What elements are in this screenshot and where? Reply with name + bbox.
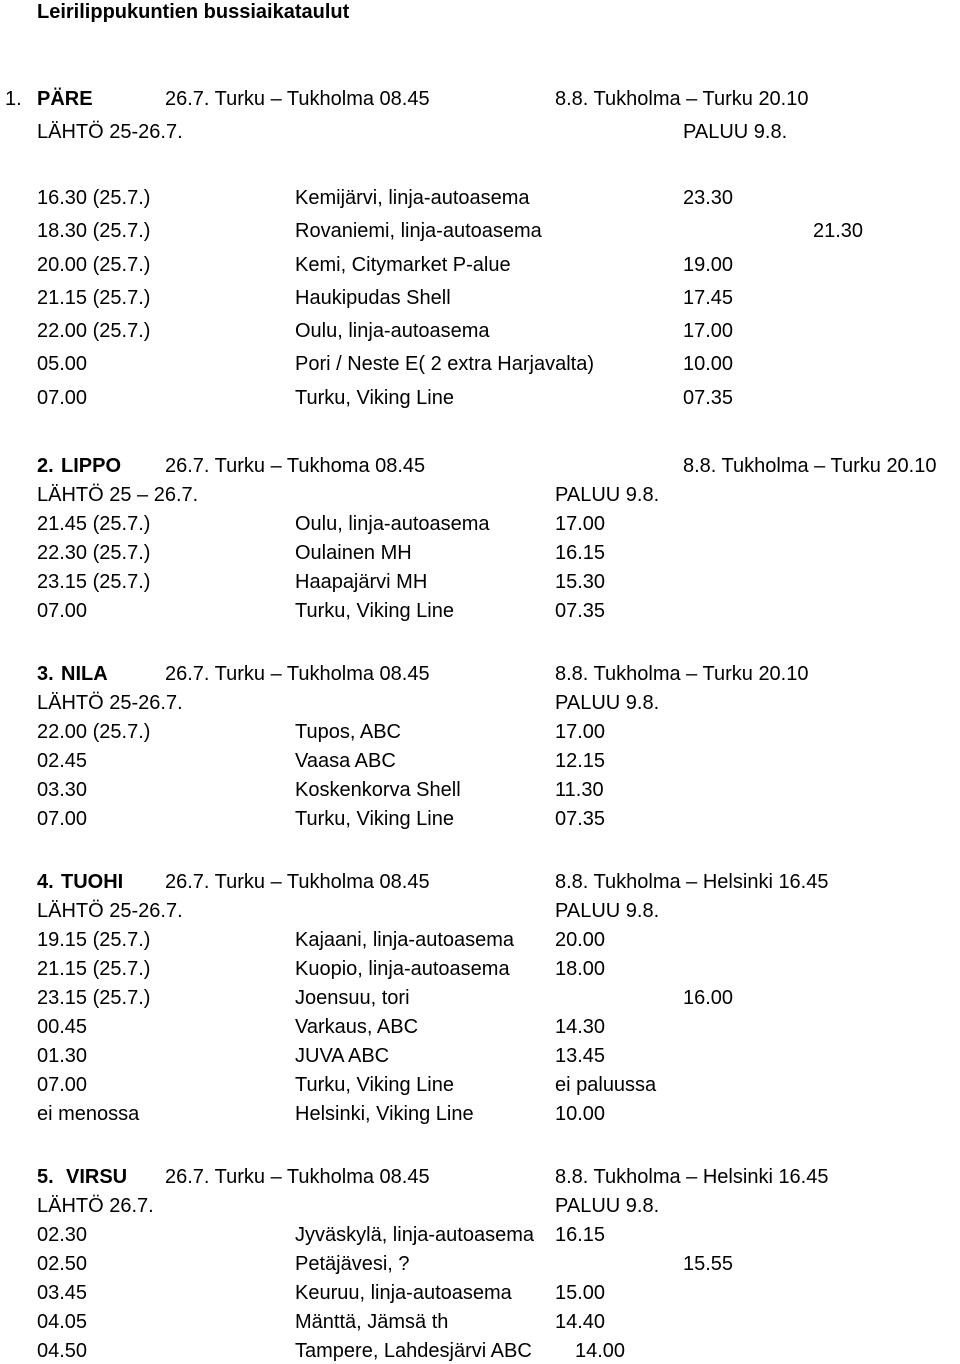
- stop-name: Turku, Viking Line: [295, 600, 454, 622]
- departure-time: 03.45: [37, 1282, 88, 1304]
- section-number: 5.: [37, 1166, 54, 1188]
- stop-name: Haukipudas Shell: [295, 287, 451, 309]
- return-time: 16.00: [683, 987, 734, 1009]
- departure-time: 04.50: [37, 1340, 88, 1362]
- departure-time: 22.00 (25.7.): [37, 721, 151, 743]
- section-name: TUOHI: [61, 871, 124, 893]
- return-time: 12.15: [555, 750, 606, 772]
- return-time: 17.00: [683, 320, 734, 342]
- return-time: ei paluussa: [555, 1074, 657, 1096]
- stop-name: Kemijärvi, linja-autoasema: [295, 187, 530, 209]
- departure-time: 07.00: [37, 808, 88, 830]
- stop-name: Helsinki, Viking Line: [295, 1103, 474, 1125]
- return-time: 07.35: [555, 808, 606, 830]
- stop-name: Kajaani, linja-autoasema: [295, 929, 515, 951]
- stop-name: Tupos, ABC: [295, 721, 401, 743]
- stop-name: Turku, Viking Line: [295, 1074, 454, 1096]
- return-time: 14.00: [575, 1340, 626, 1362]
- departure-time: 23.15 (25.7.): [37, 571, 151, 593]
- section-number: 3.: [37, 663, 54, 685]
- return-time: 14.30: [555, 1016, 606, 1038]
- section-name: NILA: [61, 663, 108, 685]
- departure-time: 22.00 (25.7.): [37, 320, 151, 342]
- section-name: VIRSU: [66, 1166, 128, 1188]
- stop-name: Vaasa ABC: [295, 750, 396, 772]
- return-time: 17.00: [555, 513, 606, 535]
- return-date: PALUU 9.8.: [555, 484, 660, 506]
- stop-name: JUVA ABC: [295, 1045, 390, 1067]
- outbound-ferry: 26.7. Turku – Tukholma 08.45: [165, 663, 430, 685]
- section-name: PÄRE: [37, 88, 93, 110]
- stop-name: Mänttä, Jämsä th: [295, 1311, 449, 1333]
- stop-name: Tampere, Lahdesjärvi ABC: [295, 1340, 532, 1362]
- stop-name: Pori / Neste E( 2 extra Harjavalta): [295, 353, 594, 375]
- return-time: 15.55: [683, 1253, 734, 1275]
- outbound-ferry: 26.7. Turku – Tukholma 08.45: [165, 871, 430, 893]
- departure-time: 07.00: [37, 600, 88, 622]
- departure-time: ei menossa: [37, 1103, 140, 1125]
- departure-date: LÄHTÖ 25-26.7.: [37, 121, 183, 143]
- stop-name: Joensuu, tori: [295, 987, 410, 1009]
- section-name: LIPPO: [61, 455, 122, 477]
- outbound-ferry: 26.7. Turku – Tukhoma 08.45: [165, 455, 426, 477]
- departure-date: LÄHTÖ 26.7.: [37, 1195, 154, 1217]
- return-time: 15.00: [555, 1282, 606, 1304]
- return-time: 19.00: [683, 254, 734, 276]
- departure-time: 05.00: [37, 353, 88, 375]
- stop-name: Oulainen MH: [295, 542, 412, 564]
- stop-name: Koskenkorva Shell: [295, 779, 461, 801]
- return-time: 21.30: [813, 220, 864, 242]
- stop-name: Turku, Viking Line: [295, 808, 454, 830]
- return-time: 10.00: [555, 1103, 606, 1125]
- return-time: 16.15: [555, 1224, 606, 1246]
- return-date: PALUU 9.8.: [555, 1195, 660, 1217]
- return-time: 17.45: [683, 287, 734, 309]
- departure-time: 21.15 (25.7.): [37, 287, 151, 309]
- return-time: 16.15: [555, 542, 606, 564]
- departure-time: 02.30: [37, 1224, 88, 1246]
- return-time: 20.00: [555, 929, 606, 951]
- return-date: PALUU 9.8.: [555, 900, 660, 922]
- outbound-ferry: 26.7. Turku – Tukholma 08.45: [165, 1166, 430, 1188]
- departure-time: 18.30 (25.7.): [37, 220, 151, 242]
- departure-time: 23.15 (25.7.): [37, 987, 151, 1009]
- departure-time: 21.45 (25.7.): [37, 513, 151, 535]
- departure-time: 20.00 (25.7.): [37, 254, 151, 276]
- outbound-ferry: 26.7. Turku – Tukholma 08.45: [165, 88, 430, 110]
- return-ferry: 8.8. Tukholma – Helsinki 16.45: [555, 871, 829, 893]
- stop-name: Kemi, Citymarket P-alue: [295, 254, 511, 276]
- return-date: PALUU 9.8.: [555, 692, 660, 714]
- return-time: 13.45: [555, 1045, 606, 1067]
- stop-name: Oulu, linja-autoasema: [295, 320, 490, 342]
- stop-name: Petäjävesi, ?: [295, 1253, 410, 1275]
- departure-time: 03.30: [37, 779, 88, 801]
- return-time: 10.00: [683, 353, 734, 375]
- return-ferry: 8.8. Tukholma – Turku 20.10: [555, 663, 809, 685]
- return-ferry: 8.8. Tukholma – Turku 20.10: [555, 88, 809, 110]
- departure-time: 00.45: [37, 1016, 88, 1038]
- stop-name: Jyväskylä, linja-autoasema: [295, 1224, 534, 1246]
- return-ferry: 8.8. Tukholma – Turku 20.10: [683, 455, 937, 477]
- stop-name: Varkaus, ABC: [295, 1016, 419, 1038]
- return-time: 15.30: [555, 571, 606, 593]
- departure-time: 07.00: [37, 1074, 88, 1096]
- departure-time: 02.45: [37, 750, 88, 772]
- stop-name: Turku, Viking Line: [295, 387, 454, 409]
- page-title: Leirilippukuntien bussiaikataulut: [37, 1, 350, 23]
- departure-time: 01.30: [37, 1045, 88, 1067]
- section-number: 1.: [5, 88, 22, 110]
- departure-time: 22.30 (25.7.): [37, 542, 151, 564]
- stop-name: Keuruu, linja-autoasema: [295, 1282, 512, 1304]
- stop-name: Oulu, linja-autoasema: [295, 513, 490, 535]
- return-time: 07.35: [555, 600, 606, 622]
- departure-time: 16.30 (25.7.): [37, 187, 151, 209]
- return-time: 11.30: [555, 779, 604, 801]
- departure-date: LÄHTÖ 25 – 26.7.: [37, 484, 199, 506]
- return-time: 17.00: [555, 721, 606, 743]
- departure-time: 02.50: [37, 1253, 88, 1275]
- departure-date: LÄHTÖ 25-26.7.: [37, 692, 183, 714]
- departure-time: 04.05: [37, 1311, 88, 1333]
- return-date: PALUU 9.8.: [683, 121, 788, 143]
- return-time: 14.40: [555, 1311, 606, 1333]
- departure-time: 07.00: [37, 387, 88, 409]
- return-time: 23.30: [683, 187, 734, 209]
- departure-time: 21.15 (25.7.): [37, 958, 151, 980]
- departure-date: LÄHTÖ 25-26.7.: [37, 900, 183, 922]
- return-time: 18.00: [555, 958, 606, 980]
- section-number: 4.: [37, 871, 54, 893]
- section-number: 2.: [37, 455, 54, 477]
- stop-name: Rovaniemi, linja-autoasema: [295, 220, 542, 242]
- departure-time: 19.15 (25.7.): [37, 929, 151, 951]
- return-time: 07.35: [683, 387, 734, 409]
- return-ferry: 8.8. Tukholma – Helsinki 16.45: [555, 1166, 829, 1188]
- stop-name: Kuopio, linja-autoasema: [295, 958, 510, 980]
- stop-name: Haapajärvi MH: [295, 571, 428, 593]
